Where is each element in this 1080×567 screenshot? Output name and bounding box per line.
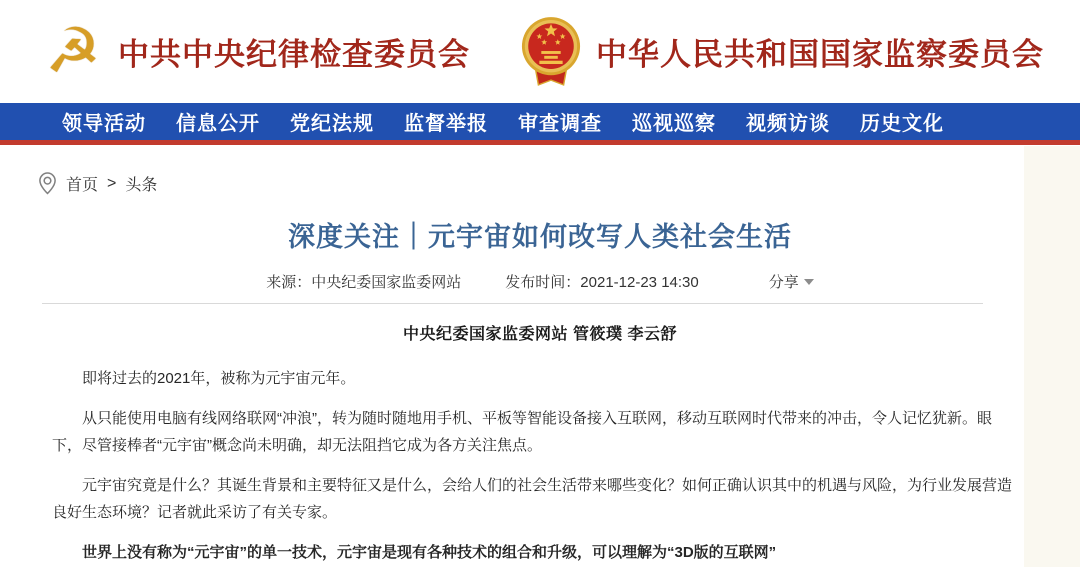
nav-item-report[interactable]: 监督举报	[404, 113, 488, 135]
right-background-strip	[1024, 146, 1080, 567]
breadcrumb	[38, 171, 1080, 196]
nav-item-inspection[interactable]: 巡视巡察	[632, 113, 716, 135]
paragraph: 即将过去的2021年，被称为元宇宙元年。	[82, 370, 356, 387]
nav-item-investigate[interactable]: 审查调查	[518, 113, 602, 135]
paragraph: 从只能使用电脑有线网络联网“冲浪”，转为随时随地用手机、平板等智能设备接入互联网，移动互联网时代带来的冲击，令人记忆犹新。眼下，尽管接棒者“元宇宙”概念尚未明确，却无法阻挡它成为各方关注焦点。	[52, 410, 992, 454]
source-value: 中央纪委国家监委网站	[311, 274, 462, 291]
party-emblem-icon: ☭	[45, 16, 101, 86]
nav-item-leadership[interactable]: 领导活动	[62, 113, 146, 135]
article-meta	[0, 271, 1080, 292]
share-label: 分享	[768, 274, 799, 291]
site-header	[0, 0, 1080, 103]
publish-label: 发布时间：	[505, 274, 581, 291]
breadcrumb-current[interactable]: 头条	[125, 177, 158, 194]
nav-item-regulations[interactable]: 党纪法规	[290, 113, 374, 135]
org-nsc-logo[interactable]	[520, 15, 1044, 89]
org-ccdi-logo[interactable]	[42, 16, 470, 86]
article-body	[52, 365, 1020, 566]
org-nsc-title: 中华人民共和国国家监察委员会	[596, 37, 1044, 72]
location-pin-icon	[38, 171, 57, 196]
article-byline: 中央纪委国家监委网站 管筱璞 李云舒	[403, 326, 677, 343]
breadcrumb-home[interactable]: 首页	[66, 177, 99, 194]
meta-divider	[42, 303, 983, 304]
source-label: 来源：	[266, 274, 312, 291]
nav-item-video[interactable]: 视频访谈	[746, 113, 830, 135]
article-title: 深度关注｜元宇宙如何改写人类社会生活	[288, 222, 792, 252]
highlight-paragraph: 世界上没有称为“元宇宙”的单一技术，元宇宙是现有各种技术的组合和升级，可以理解为“3D版的互联网”	[82, 544, 777, 561]
breadcrumb-separator: >	[107, 174, 117, 192]
org-ccdi-title: 中共中央纪律检查委员会	[118, 37, 470, 72]
nav-item-history[interactable]: 历史文化	[860, 113, 944, 135]
nav-item-info[interactable]: 信息公开	[176, 113, 260, 135]
national-emblem-icon	[520, 15, 582, 89]
article-publish-time	[505, 271, 698, 292]
article-source	[266, 271, 461, 292]
chevron-down-icon	[804, 279, 814, 285]
main-nav	[0, 103, 1080, 145]
share-button[interactable]	[769, 271, 814, 292]
publish-value: 2021-12-23 14:30	[580, 274, 699, 291]
paragraph: 元宇宙究竟是什么？其诞生背景和主要特征又是什么，会给人们的社会生活带来哪些变化？如何正确认识其中的机遇与风险，为行业发展营造良好生态环境？记者就此采访了有关专家。	[52, 477, 1013, 521]
